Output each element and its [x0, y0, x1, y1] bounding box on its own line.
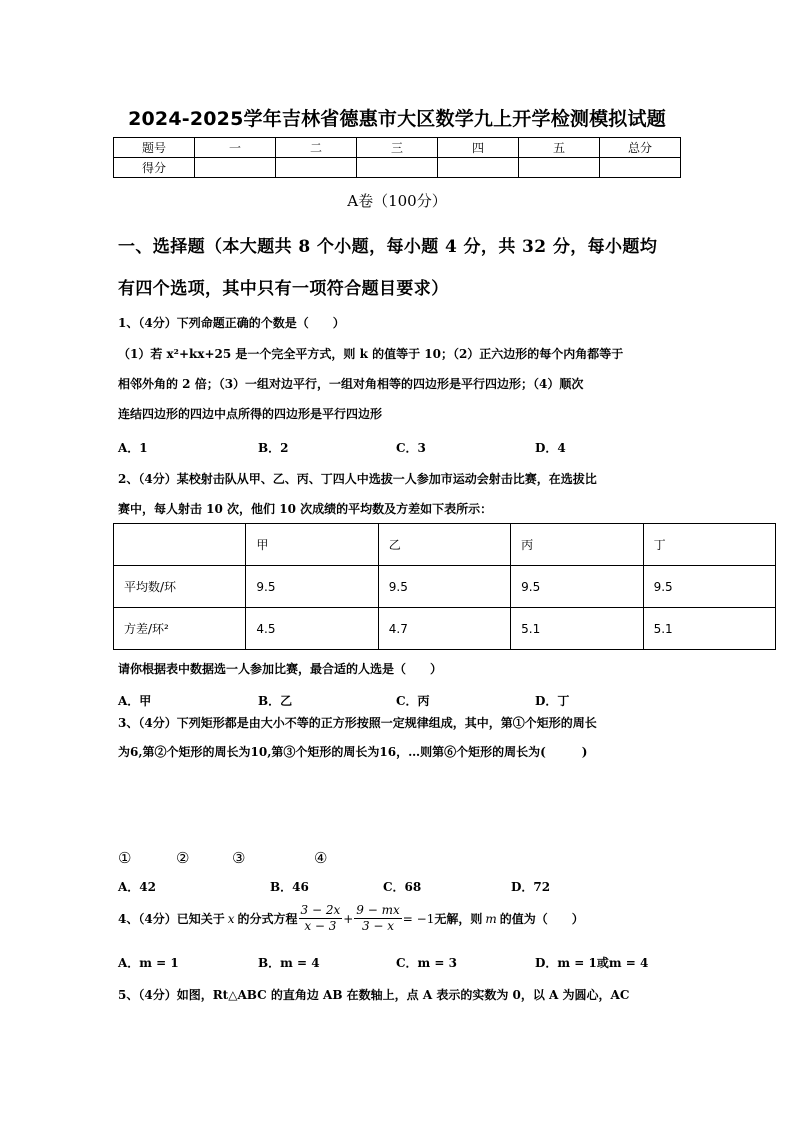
table-cell: 方差/环² — [114, 608, 246, 650]
q2-option-c: C．丙 — [396, 694, 430, 708]
score-blank[interactable] — [438, 158, 519, 178]
q4-frac2-numerator: 9 − mx — [356, 903, 400, 917]
score-blank[interactable] — [357, 158, 438, 178]
q3-figure-label-3: ③ — [232, 849, 246, 867]
q2-table-row — [114, 608, 776, 650]
table-cell: 4.7 — [378, 608, 510, 650]
q2-option-d: D．丁 — [535, 694, 570, 708]
q3-line2: 为6,第②个矩形的周长为10,第③个矩形的周长为16，…则第⑥个矩形的周长为( ) — [118, 745, 588, 759]
q4-suffix1: 无解，则 — [434, 912, 483, 926]
q3-figure-label-1: ① — [118, 849, 132, 867]
q4-rhs: = −1 — [402, 911, 435, 926]
score-table-header-row — [114, 138, 681, 158]
q4-plus: + — [343, 911, 354, 926]
q4-var-m: m — [485, 911, 497, 926]
q3-option-c: C．68 — [383, 880, 422, 894]
score-cell: 题号 — [114, 138, 195, 158]
q1-line3: 连结四边形的四边中点所得的四边形是平行四边形 — [118, 407, 383, 421]
q2-line2: 赛中，每人射击 10 次，他们 10 次成绩的平均数及方差如下表所示： — [118, 502, 493, 516]
q4-prefix: 4、（4分）已知关于 — [118, 912, 225, 926]
q1-option-a: A．1 — [118, 441, 148, 455]
q4-option-a: A．m = 1 — [118, 956, 179, 970]
q3-option-d: D．72 — [511, 880, 551, 894]
score-label: 得分 — [114, 158, 195, 178]
q2-table-row — [114, 566, 776, 608]
table-cell: 5.1 — [643, 608, 775, 650]
q4-fraction-2 — [354, 903, 401, 934]
q1-line2: 相邻外角的 2 倍；（3）一组对边平行，一组对角相等的四边形是平行四边形；（4）顺次 — [118, 377, 584, 391]
score-blank[interactable] — [519, 158, 600, 178]
score-cell: 四 — [438, 138, 519, 158]
q4-option-b: B．m = 4 — [258, 956, 320, 970]
q2-table-header-row — [114, 524, 776, 566]
q4-frac1-denominator: x − 3 — [304, 919, 337, 933]
q4-suffix2: 的值为（ ） — [499, 912, 584, 926]
part1-heading-line1: 一、选择题（本大题共 8 个小题，每小题 4 分，共 32 分，每小题均 — [118, 237, 658, 257]
q2-option-a: A．甲 — [118, 694, 152, 708]
table-cell: 9.5 — [511, 566, 643, 608]
q1-line1: （1）若 x²+kx+25 是一个完全平方式，则 k 的值等于 10；（2）正六边形的每个内角都等于 — [118, 347, 624, 361]
q4-option-d: D．m = 1或m = 4 — [535, 956, 649, 970]
score-cell: 五 — [519, 138, 600, 158]
page-title: 2024-2025学年吉林省德惠市大区数学九上开学检测模拟试题 — [128, 108, 666, 130]
score-cell: 一 — [195, 138, 276, 158]
table-cell: 甲 — [246, 524, 378, 566]
q4-option-c: C．m = 3 — [396, 956, 458, 970]
q4-frac2-denominator: 3 − x — [361, 919, 395, 933]
q4-var-x: x — [227, 911, 235, 926]
q2-data-table — [113, 523, 776, 650]
q2-option-b: B．乙 — [258, 694, 293, 708]
q1-option-d: D．4 — [535, 441, 566, 455]
q4-fraction-1 — [299, 903, 343, 934]
score-blank[interactable] — [276, 158, 357, 178]
table-cell: 乙 — [378, 524, 510, 566]
score-cell: 二 — [276, 138, 357, 158]
q1-option-c: C．3 — [396, 441, 426, 455]
table-cell — [114, 524, 246, 566]
q3-figure-label-4: ④ — [314, 849, 328, 867]
q4-stem — [118, 903, 584, 934]
table-cell: 9.5 — [378, 566, 510, 608]
score-table-score-row — [114, 158, 681, 178]
table-cell: 丁 — [643, 524, 775, 566]
table-cell: 5.1 — [511, 608, 643, 650]
score-blank[interactable] — [600, 158, 681, 178]
q4-middle: 的分式方程 — [237, 912, 298, 926]
score-cell: 总分 — [600, 138, 681, 158]
q1-option-b: B．2 — [258, 441, 289, 455]
q2-after: 请你根据表中数据选一人参加比赛，最合适的人选是（ ） — [118, 662, 443, 676]
q3-option-b: B．46 — [270, 880, 309, 894]
q1-stem: 1、（4分）下列命题正确的个数是（ ） — [118, 316, 345, 330]
part1-heading-line2: 有四个选项，其中只有一项符合题目要求） — [118, 279, 449, 299]
q3-option-a: A．42 — [118, 880, 157, 894]
table-cell: 平均数/环 — [114, 566, 246, 608]
table-cell: 9.5 — [246, 566, 378, 608]
table-cell: 9.5 — [643, 566, 775, 608]
score-blank[interactable] — [195, 158, 276, 178]
q4-frac1-numerator: 3 − 2x — [300, 903, 341, 917]
section-a-heading: A卷（100分） — [347, 192, 447, 210]
q5-line1: 5、（4分）如图，Rt△ABC 的直角边 AB 在数轴上，点 A 表示的实数为 0，以 A 为圆心，AC — [118, 988, 630, 1002]
q3-line1: 3、（4分）下列矩形都是由大小不等的正方形按照一定规律组成，其中，第①个矩形的周长 — [118, 716, 597, 730]
score-cell: 三 — [357, 138, 438, 158]
table-cell: 4.5 — [246, 608, 378, 650]
q3-figure-label-2: ② — [176, 849, 190, 867]
table-cell: 丙 — [511, 524, 643, 566]
q2-line1: 2、（4分）某校射击队从甲、乙、丙、丁四人中选拔一人参加市运动会射击比赛，在选拔比 — [118, 472, 597, 486]
score-table — [113, 137, 681, 178]
